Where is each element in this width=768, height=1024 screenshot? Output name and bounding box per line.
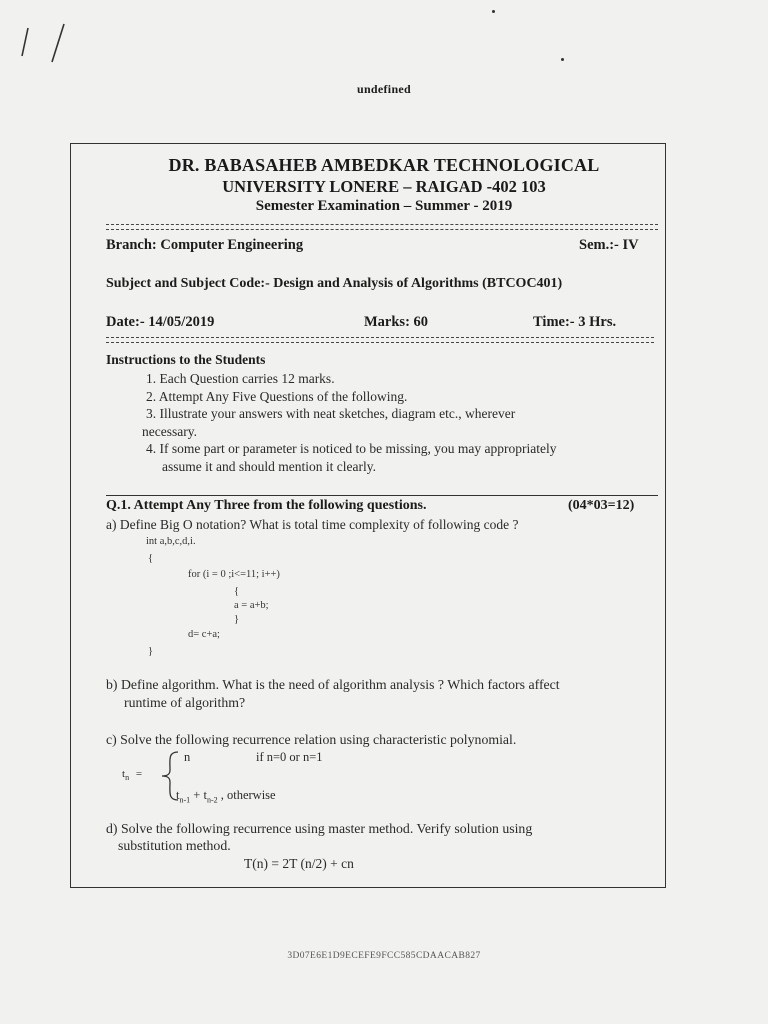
- code-line: for (i = 0 ;i<=11; i++): [188, 569, 280, 580]
- question-1b: [106, 676, 666, 712]
- speck: [561, 58, 564, 61]
- university-name-line2: UNIVERSITY LONERE – RAIGAD -402 103: [222, 177, 546, 196]
- divider: [106, 495, 658, 496]
- question-1a: a) Define Big O notation? What is total time complexity of following code ?: [106, 517, 519, 532]
- instruction-item: 1. Each Question carries 12 marks.: [146, 371, 335, 386]
- header-label: undefined: [356, 82, 412, 96]
- instruction-item: necessary.: [142, 423, 197, 439]
- code-line: int a,b,c,d,i.: [146, 536, 196, 547]
- code-line: }: [148, 646, 154, 657]
- code-line: d= c+a;: [188, 629, 220, 640]
- question-1d-line: d) Solve the following recurrence using master method. Verify solution using: [106, 821, 533, 836]
- recurrence-lhs: $t_n$ =: [122, 768, 143, 783]
- instruction-item: 3. Illustrate your answers with neat sketches, diagram etc., wherever: [146, 406, 516, 421]
- semester-label: Sem.:- IV: [579, 237, 639, 253]
- code-line: {: [148, 553, 154, 564]
- question-1-marks: (04*03=12): [568, 498, 635, 513]
- question-1b-line: b) Define algorithm. What is the need of algorithm analysis ? Which factors affect: [106, 677, 560, 692]
- divider: [106, 224, 658, 225]
- code-line: a = a+b;: [234, 600, 269, 611]
- double-divider: [106, 337, 654, 343]
- university-name-line1: DR. BABASAHEB AMBEDKAR TECHNOLOGICAL: [168, 155, 600, 175]
- subject-label: Subject and Subject Code:- Design and Analysis of Algorithms (BTCOC401): [106, 276, 563, 291]
- speck: [492, 10, 495, 13]
- exam-date: Date:- 14/05/2019: [106, 314, 215, 330]
- instructions-heading: Instructions to the Students: [106, 352, 266, 367]
- recurrence-case-1-condition: if n=0 or n=1: [256, 750, 323, 764]
- instruction-item: 2. Attempt Any Five Questions of the following.: [146, 388, 408, 404]
- instruction-item: assume it and should mention it clearly.: [162, 458, 376, 474]
- question-1d-line: substitution method.: [118, 838, 231, 853]
- question-1c: c) Solve the following recurrence relation using characteristic polynomial.: [106, 732, 517, 747]
- code-line: }: [234, 614, 240, 625]
- recurrence-case-1-value: n: [184, 750, 191, 764]
- document-hash: 3D07E6E1D9ECEFE9FCC585CDAACAB827: [287, 951, 481, 961]
- divider: [106, 229, 658, 230]
- pen-mark-icon: [14, 18, 84, 68]
- question-1-heading: Q.1. Attempt Any Three from the following questions.: [106, 498, 427, 513]
- total-marks: Marks: 60: [364, 314, 429, 330]
- code-line: {: [234, 586, 240, 597]
- instruction-item: 4. If some part or parameter is noticed to be missing, you may appropriately: [146, 441, 557, 456]
- recurrence-formula: T(n) = 2T (n/2) + cn: [244, 856, 354, 871]
- question-1d: [106, 820, 666, 854]
- branch-label: Branch: Computer Engineering: [106, 237, 304, 253]
- instructions-list: [142, 370, 661, 475]
- question-1b-line: runtime of algorithm?: [124, 695, 246, 710]
- exam-duration: Time:- 3 Hrs.: [533, 314, 617, 330]
- exam-title: Semester Examination – Summer - 2019: [255, 198, 513, 214]
- recurrence-case-2: $t_{n-1} + t_{n-2}$ , otherwise: [176, 788, 276, 805]
